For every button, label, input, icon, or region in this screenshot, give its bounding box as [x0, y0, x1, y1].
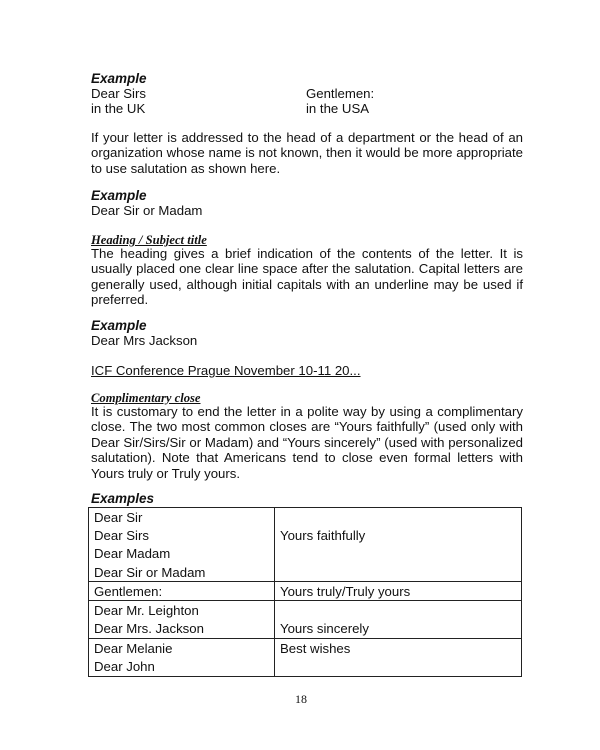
table-row	[89, 620, 522, 639]
example-uk-note: in the UK	[91, 101, 146, 116]
close-cell: Yours faithfully	[280, 527, 366, 543]
table-row	[89, 657, 522, 676]
close-cell: Yours truly/Truly yours	[275, 582, 522, 601]
close-cell	[275, 545, 522, 563]
paragraph-heading: The heading gives a brief indication of the contents of the letter. It is usually placed one clear line space after the salutation. Capital letters are generally used, although initial capitals with an underline may be used if preferred.	[91, 246, 523, 308]
table-row	[89, 526, 522, 544]
table-row	[89, 639, 522, 658]
closes-table	[88, 507, 522, 677]
close-cell	[275, 601, 522, 620]
example-salutation: Dear Mrs Jackson	[91, 333, 198, 348]
close-cell: Yours sincerely	[280, 621, 369, 637]
close-cell	[275, 508, 522, 527]
paragraph-department: If your letter is addressed to the head of a department or the head of an organization whose name is not known, then it would be more appropriate to use salutation as shown here.	[91, 130, 523, 176]
example-label: Example	[91, 318, 147, 333]
table-row	[89, 508, 522, 527]
table-row	[89, 582, 522, 601]
close-cell	[275, 563, 522, 582]
example-label: Example	[91, 71, 147, 86]
example-usa-note: in the USA	[306, 101, 370, 116]
example-subject-line: ICF Conference Prague November 10-11 20...	[91, 363, 361, 378]
example-salutation: Dear Sir or Madam	[91, 203, 203, 218]
salutation-cell: Dear John	[89, 657, 275, 676]
examples-label: Examples	[91, 491, 155, 506]
example-uk-salutation: Dear Sirs	[91, 86, 146, 101]
example-usa-salutation: Gentlemen:	[306, 86, 375, 101]
table-row	[89, 563, 522, 582]
section-heading-complimentary: Complimentary close	[91, 391, 201, 405]
salutation-cell: Dear Sirs	[89, 526, 275, 544]
table-row	[89, 601, 522, 620]
salutation-cell: Dear Melanie	[89, 639, 275, 658]
salutation-cell: Dear Mr. Leighton	[89, 601, 275, 620]
table-row	[89, 545, 522, 563]
close-cell: Best wishes	[275, 639, 522, 658]
paragraph-complimentary: It is customary to end the letter in a polite way by using a complimentary close. The two most common closes are “Yours faithfully” (used only with Dear Sir/Sirs/Sir or Madam) and “Yours sincerely” (used with personalized salutation). Note that Americans tend to close even formal letters with Yours truly or Truly yours.	[91, 404, 523, 481]
salutation-cell: Dear Sir	[89, 508, 275, 527]
salutation-cell: Dear Mrs. Jackson	[89, 620, 275, 639]
salutation-cell: Dear Sir or Madam	[89, 563, 275, 582]
salutation-cell: Gentlemen:	[89, 582, 275, 601]
page-number: 18	[295, 692, 307, 706]
example-label: Example	[91, 188, 147, 203]
close-cell	[275, 657, 522, 676]
salutation-cell: Dear Madam	[89, 545, 275, 563]
section-heading-subject: Heading / Subject title	[91, 233, 207, 247]
